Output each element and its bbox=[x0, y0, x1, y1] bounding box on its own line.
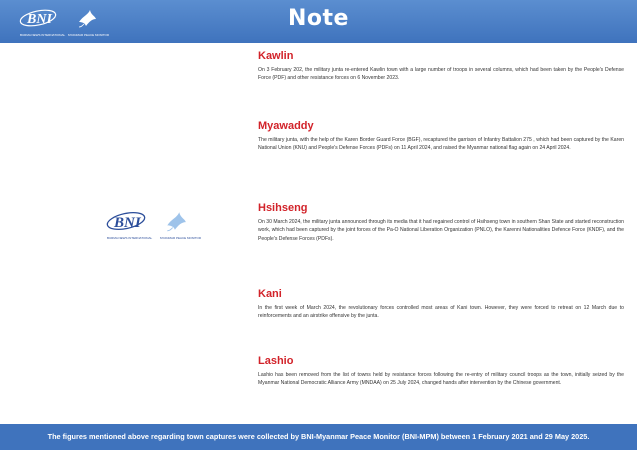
dove-icon bbox=[164, 210, 188, 232]
footer-bar bbox=[0, 424, 637, 450]
bni-logo-icon bbox=[104, 208, 156, 236]
note-title: Lashio bbox=[258, 355, 294, 367]
note-myawaddy bbox=[258, 120, 624, 153]
note-text: The military junta, with the help of the Karen Border Guard Force (BGF), recaptured the garrison of Infantry Battalion 275 , which had been captured by the Karen National Union (KNU) and People's Defense Forces (PDFs) on 11 April 2024, and raised the Myanmar national flag again on 24 April 2024. bbox=[258, 137, 624, 152]
bni-logo-text: BNI bbox=[114, 215, 141, 231]
center-logo bbox=[104, 208, 204, 244]
note-lashio bbox=[258, 355, 624, 388]
note-title: Kani bbox=[258, 288, 282, 300]
note-text: Lashio has been removed from the list of towns held by resistance forces following the re-entry of military council troops as the town, initially seized by the Myanmar National Democratic Alliance Army (MNDAA) on 25 July 2024, changed hands after intervention by the Chinese government. bbox=[258, 372, 624, 387]
mpm-caption: MYANMAR PEACE MONITOR bbox=[68, 33, 110, 37]
bni-caption: BURMA NEWS INTERNATIONAL bbox=[20, 33, 66, 37]
footer-note: The figures mentioned above regarding town captures were collected by BNI-Myanmar Peace Monitor (BNI-MPM) between 1 February 2021 and 29 May 2025. bbox=[47, 432, 590, 441]
note-title: Kawlin bbox=[258, 50, 294, 62]
note-text: In the first week of March 2024, the revolutionary forces controlled most areas of Kani town. However, they were forced to retreat on 12 March due to reinforcements and an airstrike offensive by the junta. bbox=[258, 305, 624, 320]
note-kani bbox=[258, 288, 624, 321]
bni-caption: BURMA NEWS INTERNATIONAL bbox=[107, 236, 153, 240]
note-title: Hsihseng bbox=[258, 202, 308, 214]
note-title: Myawaddy bbox=[258, 120, 314, 132]
bni-logo-text: BNI bbox=[27, 12, 52, 27]
page-title: Note bbox=[288, 6, 349, 31]
header-bar bbox=[0, 0, 637, 43]
note-text: On 30 March 2024, the military junta announced through its media that it had regained control of Hsihseng town in southern Shan State and started reconstruction work, which had been captured by the joint forces of the Pa-O National Liberation Organization (PNLO), the Karenni Nationalities Defence Force (KNDF), and the People's Defense Forces (PDFs). bbox=[258, 219, 624, 242]
note-hsihseng bbox=[258, 202, 624, 243]
note-kawlin bbox=[258, 50, 624, 83]
mpm-caption: MYANMAR PEACE MONITOR bbox=[160, 236, 202, 240]
note-text: On 3 February 202, the military junta re-entered Kawlin town with a large number of troops in several columns, which had been taken by the People's Defense Force (PDF) and other resistance forces on 6 November 2023. bbox=[258, 67, 624, 82]
